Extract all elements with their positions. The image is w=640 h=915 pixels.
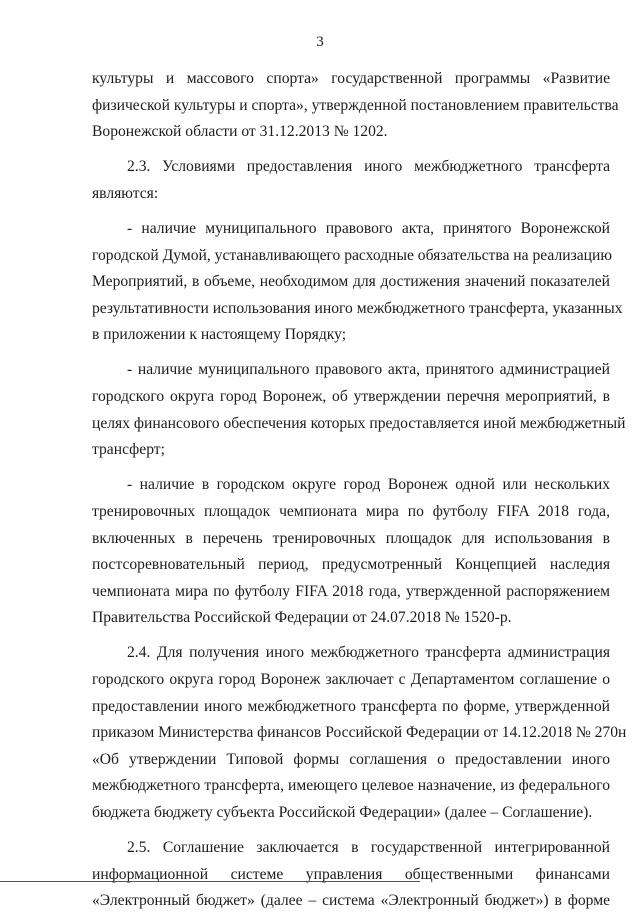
text-line: бюджета бюджету субъекта Российской Федерации» (далее – Соглашение). (92, 803, 593, 821)
page-number: 3 (316, 34, 324, 50)
text-line: в приложении к настоящему Порядку; (92, 326, 347, 344)
footer-divider (0, 881, 420, 882)
text-line: Мероприятий, в объеме, необходимом для достижения значений показателей (92, 273, 610, 291)
text-line: Правительства Российской Федерации от 24.07.2018 № 1520-р. (92, 609, 512, 627)
text-line: городской Думой, устанавливающего расходные обязательства на реализацию (92, 246, 612, 264)
text-line: тренировочных площадок чемпионата мира по футболу FIFA 2018 года, (92, 502, 610, 520)
text-line: информационной системе управления общественными финансами (92, 865, 610, 883)
text-line: постсоревновательный период, предусмотренный Концепцией наследия (92, 556, 610, 574)
text-line: трансферт; (92, 441, 165, 459)
text-line: включенных в перечень тренировочных площадок для использования в (92, 529, 610, 547)
text-line: Воронежской области от 31.12.2013 № 1202. (92, 123, 388, 141)
text-line: 2.4. Для получения иного межбюджетного трансферта администрация (127, 644, 610, 662)
paragraph (92, 154, 610, 207)
paragraph (92, 835, 610, 915)
text-line: результативности использования иного межбюджетного трансферта, указанных (92, 299, 623, 317)
text-line: - наличие муниципального правового акта, принятого Воронежской (127, 219, 610, 237)
text-line: культуры и массового спорта» государственной программы «Развитие (92, 70, 610, 87)
paragraph (92, 640, 627, 826)
paragraph (92, 216, 623, 349)
text-line: - наличие в городском округе город Воронеж одной или нескольких (127, 476, 610, 494)
text-line: «Об утверждении Типовой формы соглашения о предоставлении иного (92, 750, 610, 768)
paragraph (92, 472, 610, 632)
document-body (92, 66, 627, 915)
text-line: чемпионата мира по футболу FIFA 2018 года, утвержденной распоряжением (92, 582, 610, 600)
text-line: приказом Министерства финансов Российской Федерации от 14.12.2018 № 270н (92, 724, 627, 742)
paragraph (92, 357, 626, 463)
text-line: целях финансового обеспечения которых предоставляется иной межбюджетный (92, 414, 626, 432)
text-line: являются: (92, 184, 159, 202)
text-line: городского округа город Воронеж, об утверждении перечня мероприятий, в (92, 388, 610, 406)
text-line: «Электронный бюджет» (далее – система «Электронный бюджет») в форме (92, 892, 610, 910)
paragraph (92, 66, 619, 146)
text-line: - наличие муниципального правового акта, принятого администрацией (127, 361, 610, 379)
text-line: 2.3. Условиями предоставления иного межбюджетного трансферта (127, 158, 610, 176)
text-line: межбюджетного трансферта, имеющего целевое назначение, из федерального (92, 777, 610, 795)
text-line: городского округа город Воронеж заключает с Департаментом соглашение о (92, 670, 610, 688)
text-line: 2.5. Соглашение заключается в государственной интегрированной (127, 839, 610, 857)
text-line: физической культуры и спорта», утвержденной постановлением правительства (92, 96, 619, 114)
text-line: предоставлении иного межбюджетного трансферта по форме, утвержденной (92, 697, 610, 715)
